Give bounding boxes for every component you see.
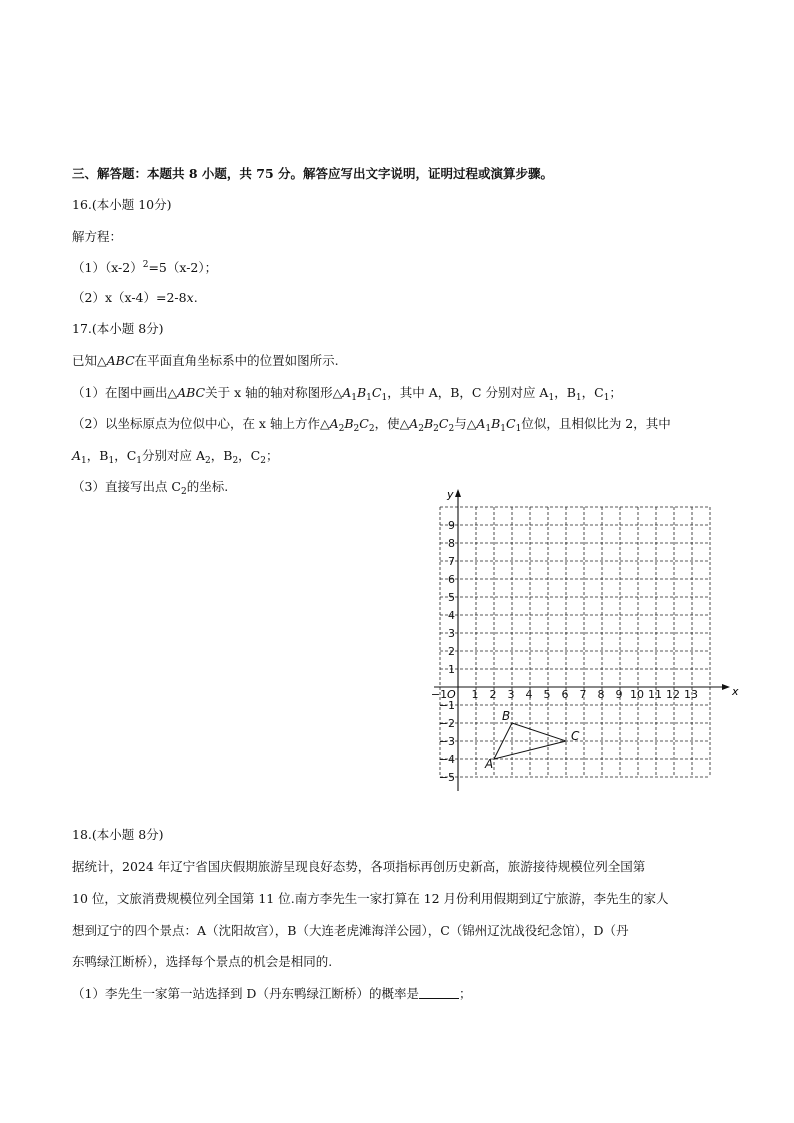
q17-part1: （1）在图中画出△ABC关于 x 轴的轴对称图形$\triangle A_1B_1C_1$，其中 A，B，C 分别对应 $A_1$，$B_1$，$C_1$； [72, 385, 622, 403]
vertex-label-a: A [485, 757, 494, 771]
y-tick-label: 2 [448, 645, 455, 658]
y-tick-label: −1 [438, 699, 455, 712]
q16-title: 16.(本小题 10分) [72, 197, 172, 212]
triangle-abc [484, 709, 580, 771]
q18-line4: 东鸭绿江断桥），选择每个景点的机会是相同的. [72, 954, 333, 969]
section-header: 三、解答题：本题共 8 小题，共 75 分。解答应写出文字说明，证明过程或演算步骤。 [72, 166, 554, 181]
q18-line2: 10 位，文旅消费规模位列全国第 11 位.南方李先生一家打算在 12 月份利用假期到辽宁旅游，李先生的家人 [72, 891, 669, 906]
origin-label: O [447, 688, 456, 701]
x-tick-label: 4 [525, 688, 533, 701]
x-axis-arrow [722, 684, 730, 690]
x-tick-label: 1 [471, 688, 479, 701]
y-tick-label: 3 [448, 627, 455, 640]
vertex-label-b: B [502, 709, 511, 723]
axes [434, 489, 730, 791]
q17-title: 17.(本小题 8分) [72, 321, 164, 336]
y-tick-label: 9 [448, 519, 455, 532]
answer-blank[interactable] [419, 986, 459, 999]
q17-part2: （2）以坐标原点为位似中心，在 x 轴上方作$\triangle A_2B_2C_2$，使$\triangle A_2B_2C_2$与$\triangle A_1B_1C_1$位似，且相似比为 2，其中 [72, 416, 671, 434]
q16-part2: （2）x（x-4）=2-8x. [72, 290, 198, 305]
x-tick-label: 6 [561, 688, 569, 701]
x-tick-label: 11 [648, 688, 662, 701]
x-tick-label: −1 [430, 688, 448, 701]
y-tick-label: 1 [448, 663, 455, 676]
x-tick-label: 3 [507, 688, 515, 701]
q18-line3: 想到辽宁的四个景点：A（沈阳故宫），B（大连老虎滩海洋公园），C（锦州辽沈战役纪念馆），D（丹 [72, 923, 629, 938]
y-axis-label: y [447, 488, 454, 501]
y-tick-label: 6 [448, 573, 455, 586]
y-tick-label: −3 [438, 735, 455, 748]
y-tick-label: −4 [438, 753, 455, 766]
q16-intro: 解方程： [72, 229, 123, 244]
coordinate-grid [418, 488, 739, 800]
x-tick-labels [431, 688, 698, 701]
q18-part1: （1）李先生一家第一站选择到 D（丹东鸭绿江断桥）的概率是 ； [72, 986, 472, 1001]
y-tick-labels [439, 519, 455, 784]
x-tick-label: 13 [684, 688, 698, 701]
y-tick-label: 4 [448, 609, 455, 622]
q18-line1: 据统计，2024 年辽宁省国庆假期旅游呈现良好态势，各项指标再创历史新高，旅游接待规模位列全国第 [72, 859, 646, 874]
q18-title: 18.(本小题 8分) [72, 827, 164, 842]
x-tick-label: 10 [630, 688, 644, 701]
vertex-label-c: C [571, 729, 580, 743]
y-tick-label: −5 [438, 771, 455, 784]
y-tick-label: 7 [448, 555, 455, 568]
y-tick-label: −2 [438, 717, 455, 730]
x-tick-label: 12 [666, 688, 680, 701]
x-tick-label: 2 [489, 688, 497, 701]
x-tick-label: 9 [615, 688, 623, 701]
q17-part2-cont: $A_1$，$B_1$，$C_1$分别对应 $A_2$，$B_2$，$C_2$； [72, 448, 279, 466]
y-tick-label: 5 [448, 591, 455, 604]
q17-intro: 已知△ABC在平面直角坐标系中的位置如图所示. [72, 353, 339, 368]
q16-part1: $(1)(x-2)^2=5(x-2)$； [72, 260, 218, 275]
x-tick-label: 5 [543, 688, 551, 701]
y-tick-label: 8 [448, 537, 455, 550]
x-tick-label: 7 [579, 688, 587, 701]
q17-part3: （3）直接写出点 $C_2$的坐标. [72, 479, 229, 497]
x-tick-label: 8 [597, 688, 605, 701]
x-axis-label: x [732, 685, 739, 698]
